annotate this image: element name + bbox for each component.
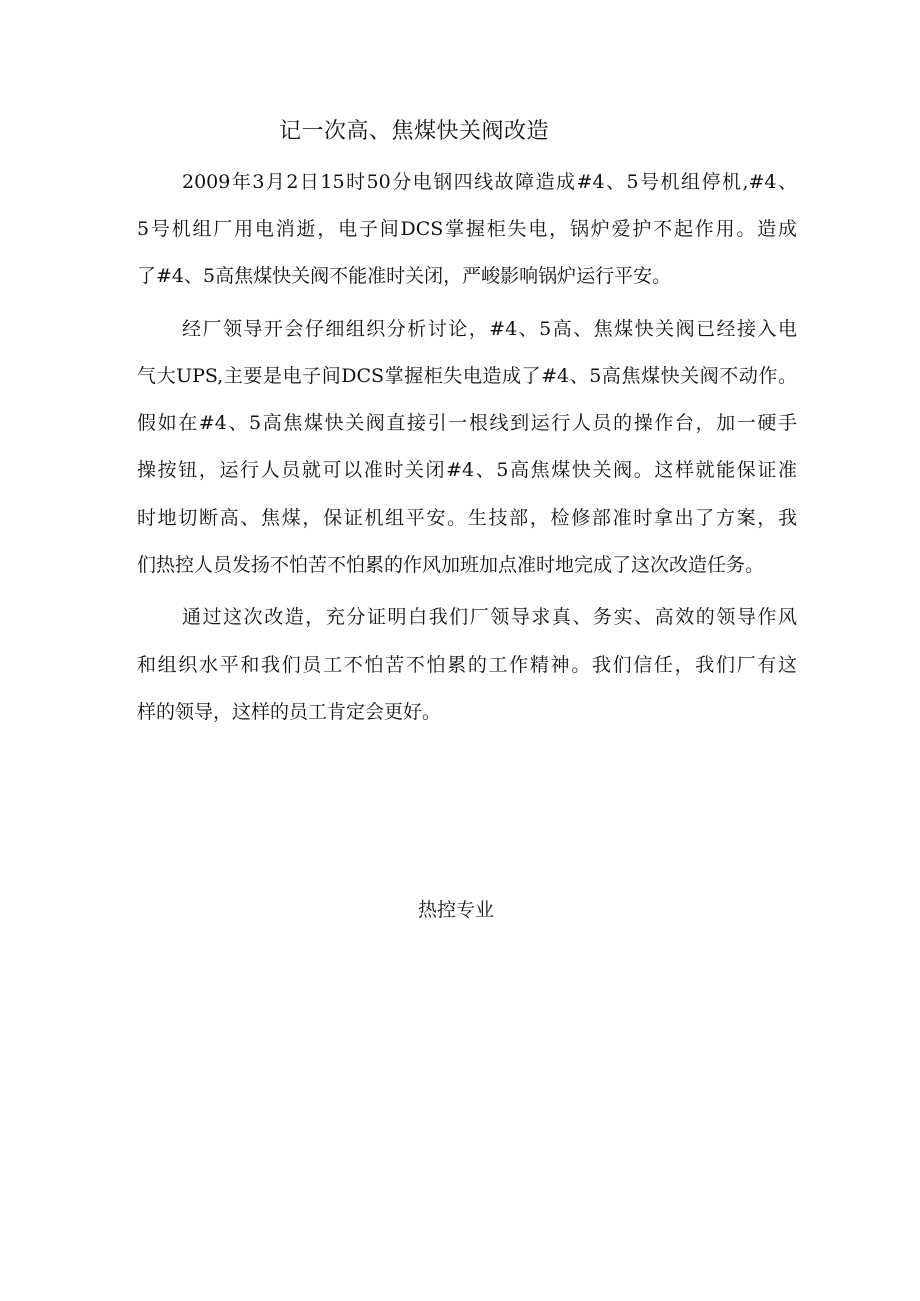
paragraph-3-line-1: 通过这次改造，充分证明白我们厂领导求真、务实、高效的领导作风 xyxy=(182,606,797,628)
paragraph-2-line-1: 经厂领导开会仔细组织分析讨论，#4、5高、焦煤快关阀已经接入电 xyxy=(182,318,797,340)
paragraph-1-line-3: 了#4、5高焦煤快关阀不能准时关闭，严峻影响锅炉运行平安。 xyxy=(137,265,672,287)
paragraph-1-line-2: 5号机组厂用电消逝，电子间DCS掌握柜失电，锅炉爱护不起作用。造成 xyxy=(137,218,797,240)
document-title: 记一次高、焦煤快关阀改造 xyxy=(279,119,550,144)
paragraph-2-line-4: 操按钮，运行人员就可以准时关闭#4、5高焦煤快关阀。这样就能保证准 xyxy=(137,459,797,481)
paragraph-2-line-5: 时地切断高、焦煤，保证机组平安。生技部，检修部准时拿出了方案，我 xyxy=(137,507,797,529)
paragraph-3-line-2: 和组织水平和我们员工不怕苦不怕累的工作精神。我们信任，我们厂有这 xyxy=(137,654,797,676)
paragraph-2-line-2: 气大UPS,主要是电子间DCS掌握柜失电造成了#4、5高焦煤快关阀不动作。 xyxy=(137,365,797,387)
paragraph-2-line-6: 们热控人员发扬不怕苦不怕累的作风加班加点准时地完成了这次改造任务。 xyxy=(137,554,765,576)
paragraph-1-line-1: 2009年3月2日15时50分电钢四线故障造成#4、5号机组停机,#4、 xyxy=(182,171,797,193)
paragraph-3-line-3: 样的领导，这样的员工肯定会更好。 xyxy=(137,701,442,723)
paragraph-2-line-3: 假如在#4、5高焦煤快关阀直接引一根线到运行人员的操作台，加一硬手 xyxy=(137,412,797,434)
signature: 热控专业 xyxy=(418,899,495,921)
